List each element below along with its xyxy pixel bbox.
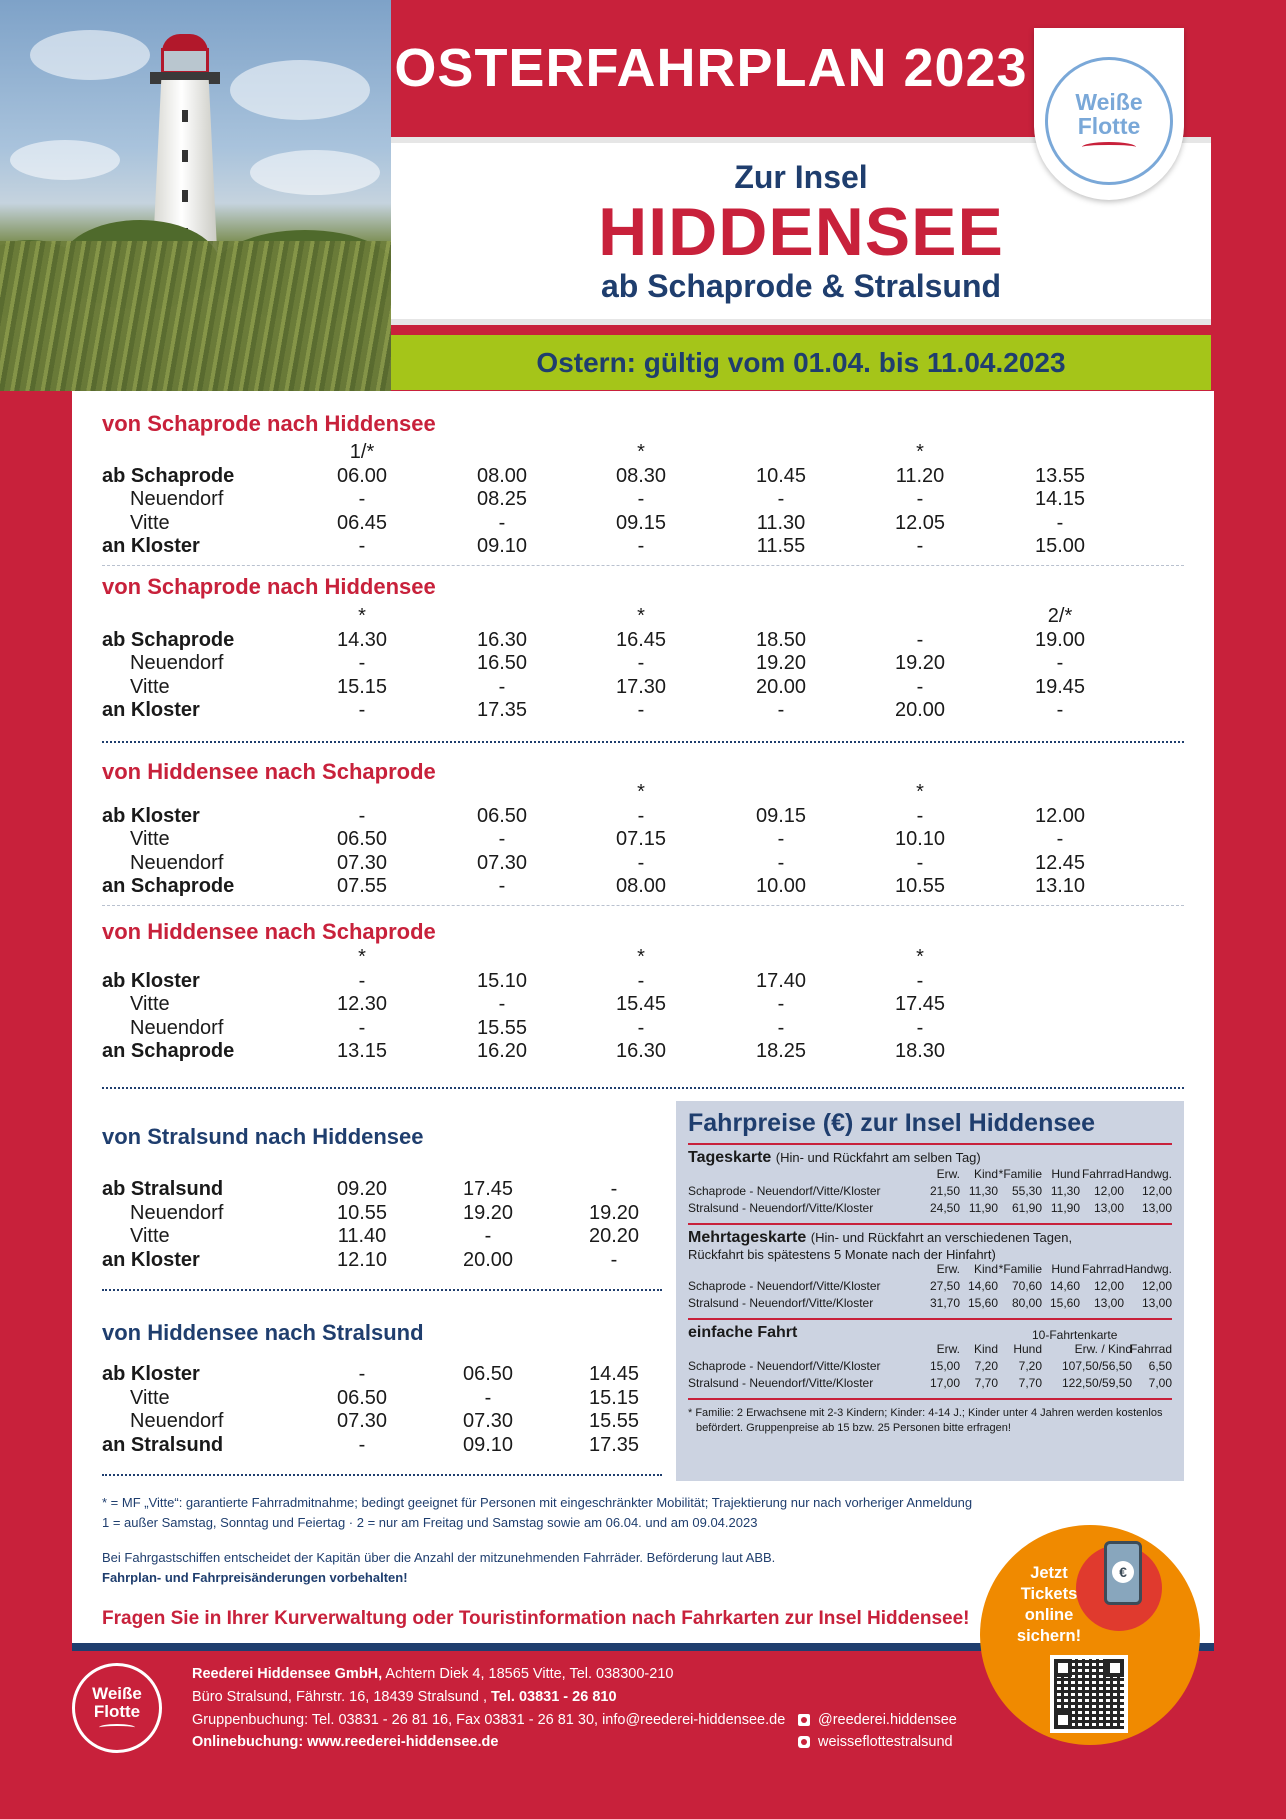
- departure-ports: ab Schaprode & Stralsund: [600, 268, 1002, 304]
- price-column-header: *Familie: [998, 1262, 1042, 1276]
- price-value: 122,50/59,50: [1062, 1376, 1133, 1390]
- divider: [102, 1087, 1184, 1089]
- time-cell: -: [916, 535, 924, 557]
- time-cell: -: [637, 652, 645, 674]
- price-box: [676, 1101, 1184, 1481]
- section-title: von Hiddensee nach Schaprode: [102, 759, 436, 784]
- price-title: Fahrpreise (€) zur Insel Hiddensee: [688, 1109, 1096, 1137]
- price-value: 7,20: [1018, 1359, 1042, 1373]
- departure-mark: *: [637, 946, 645, 968]
- price-value: 80,00: [1011, 1296, 1042, 1310]
- time-cell: 06.50: [476, 804, 528, 827]
- time-cell: 16.30: [615, 1040, 667, 1062]
- price-row: [688, 1376, 1172, 1393]
- time-cell: -: [610, 1248, 618, 1271]
- time-cell: 10.55: [336, 1201, 388, 1224]
- time-cell: 10.10: [894, 828, 946, 850]
- stop-label: Neuendorf: [130, 488, 224, 510]
- time-cell: 17.35: [476, 699, 528, 721]
- time-cell: -: [916, 675, 924, 698]
- time-cell: 16.50: [476, 652, 528, 674]
- lighthouse-photo: [0, 0, 391, 391]
- stop-label: an Schaprode: [102, 1040, 235, 1062]
- time-cell: -: [358, 1433, 366, 1456]
- time-cell: 19.20: [462, 1201, 514, 1224]
- time-cell: -: [916, 488, 924, 510]
- stop-label: Vitte: [130, 511, 170, 534]
- route-label: Stralsund - Neuendorf/Vitte/Kloster: [688, 1296, 874, 1310]
- price-column-header: Hund: [1051, 1262, 1080, 1276]
- time-cell: -: [637, 699, 645, 721]
- divider: [102, 1474, 662, 1476]
- time-cell: 15.00: [1034, 535, 1086, 557]
- time-cell: 19.45: [1034, 675, 1086, 698]
- time-cell: 14.30: [336, 628, 388, 651]
- price-note: * Familie: 2 Erwachsene mit 2-3 Kindern; Kinder: 4-14 J.; Kinder unter 4 Jahren werden kostenlos befördert. Gruppenpreise ab 15 bzw. 25 Personen bitte erfragen!: [688, 1407, 1163, 1434]
- divider: [102, 565, 1184, 566]
- price-value: 14,60: [1049, 1279, 1080, 1293]
- time-cell: 10.55: [894, 875, 946, 897]
- footnote-changes: Fahrplan- und Fahrpreisänderungen vorbehalten!: [102, 1570, 408, 1585]
- stop-label: ab Stralsund: [102, 1178, 224, 1200]
- price-value: 15,60: [967, 1296, 998, 1310]
- route-label: Schaprode - Neuendorf/Vitte/Kloster: [688, 1279, 881, 1293]
- time-cell: 19.00: [1034, 628, 1086, 651]
- time-cell: 11.30: [756, 511, 806, 534]
- time-cell: 12.05: [894, 511, 946, 534]
- footnote-bikes: Bei Fahrgastschiffen entscheidet der Kapitän über die Anzahl der mitzunehmenden Fahrräder. Beförderung laut ABB.: [102, 1550, 776, 1565]
- time-cell: 13.55: [1034, 464, 1086, 487]
- time-cell: 19.20: [588, 1201, 640, 1224]
- price-header: [688, 1167, 1172, 1184]
- time-cell: 20.00: [894, 699, 946, 721]
- time-cell: -: [637, 804, 645, 827]
- subtitle-zur: Zur Insel: [734, 159, 868, 195]
- poster-title: [391, 0, 1031, 135]
- price-column-header: Erw. / Kind: [1074, 1342, 1132, 1356]
- time-cell: 11.40: [337, 1225, 387, 1247]
- price-column-header: *Familie: [998, 1167, 1042, 1181]
- time-cell: 17.45: [894, 993, 946, 1015]
- time-cell: 14.45: [588, 1363, 640, 1385]
- time-cell: 06.50: [336, 1386, 388, 1409]
- time-cell: 11.55: [756, 535, 806, 557]
- stop-label: an Stralsund: [102, 1433, 224, 1456]
- time-cell: -: [1056, 511, 1064, 534]
- departure-mark: *: [916, 781, 924, 803]
- time-cell: 15.15: [588, 1386, 640, 1409]
- price-column-header: Fahrrad: [1129, 1342, 1172, 1356]
- price-value: 13,00: [1141, 1296, 1172, 1310]
- company-address: Reederei Hiddensee GmbH, Achtern Diek 4, 18565 Vitte, Tel. 038300-210: [192, 1666, 674, 1682]
- ten-ride-label: 10-Fahrtenkarte: [1032, 1328, 1118, 1342]
- price-value: 31,70: [929, 1296, 960, 1310]
- stop-label: Vitte: [130, 828, 170, 850]
- time-cell: 07.30: [336, 851, 388, 874]
- route-label: Schaprode - Neuendorf/Vitte/Kloster: [688, 1359, 881, 1373]
- section-title: von Stralsund nach Hiddensee: [102, 1124, 424, 1149]
- stop-label: Vitte: [130, 1386, 170, 1409]
- time-cell: -: [777, 851, 785, 874]
- time-cell: 13.10: [1034, 875, 1086, 897]
- time-cell: 09.15: [615, 511, 667, 534]
- section-title: von Schaprode nach Hiddensee: [102, 411, 436, 436]
- route-label: Stralsund - Neuendorf/Vitte/Kloster: [688, 1201, 874, 1215]
- price-value: 11,30: [968, 1184, 998, 1198]
- departure-mark: *: [637, 781, 645, 803]
- price-column-header: Handwg.: [1124, 1167, 1172, 1181]
- logo-line1: Weiße: [1075, 89, 1143, 115]
- price-value: 14,60: [967, 1279, 998, 1293]
- weisse-flotte-logo: [1045, 57, 1173, 185]
- time-cell: 15.15: [336, 675, 388, 698]
- time-cell: -: [358, 804, 366, 827]
- time-cell: 09.20: [336, 1178, 388, 1200]
- price-column-header: Kind: [973, 1167, 998, 1181]
- price-column-header: Hund: [1051, 1167, 1080, 1181]
- time-cell: 16.20: [476, 1040, 528, 1062]
- price-column-header: Hund: [1013, 1342, 1042, 1356]
- price-value: 27,50: [929, 1279, 960, 1293]
- tageskarte-title: Tageskarte (Hin- und Rückfahrt am selben Tag): [688, 1149, 981, 1166]
- price-value: 7,70: [974, 1376, 998, 1390]
- time-cell: 11.20: [895, 464, 945, 487]
- price-value: 107,50/56,50: [1062, 1359, 1133, 1373]
- route-label: Schaprode - Neuendorf/Vitte/Kloster: [688, 1184, 881, 1198]
- logo-line2: Flotte: [1077, 113, 1141, 139]
- time-cell: -: [637, 488, 645, 510]
- time-cell: -: [498, 875, 506, 897]
- time-cell: 16.30: [476, 628, 528, 651]
- stop-label: ab Kloster: [102, 1363, 200, 1385]
- divider: [102, 905, 1184, 906]
- group-booking: Gruppenbuchung: Tel. 03831 - 26 81 16, Fax 03831 - 26 81 30, info@reederei-hiddensee.de: [192, 1712, 786, 1728]
- price-value: 12,00: [1141, 1184, 1172, 1198]
- time-cell: 20.20: [588, 1225, 640, 1247]
- section-title: von Hiddensee nach Stralsund: [102, 1320, 424, 1345]
- stop-label: Neuendorf: [130, 652, 224, 674]
- time-cell: -: [358, 1016, 366, 1039]
- price-column-header: Handwg.: [1124, 1262, 1172, 1276]
- section-title: von Schaprode nach Hiddensee: [102, 574, 436, 599]
- price-value: 15,00: [929, 1359, 960, 1373]
- instagram-icon: [798, 1736, 810, 1748]
- time-cell: 09.10: [462, 1433, 514, 1456]
- time-cell: -: [777, 699, 785, 721]
- price-value: 21,50: [929, 1184, 960, 1198]
- price-value: 13,00: [1141, 1201, 1172, 1215]
- time-cell: -: [358, 969, 366, 992]
- time-cell: 17.30: [615, 675, 667, 698]
- facebook-icon: [798, 1714, 810, 1726]
- time-cell: 17.45: [462, 1178, 514, 1200]
- time-cell: -: [358, 535, 366, 557]
- stop-label: Vitte: [130, 993, 170, 1015]
- einfach-title: einfache Fahrt 10-Fahrtenkarte: [688, 1324, 1118, 1342]
- time-cell: -: [498, 511, 506, 534]
- validity-text: Ostern: gültig vom 01.04. bis 11.04.2023: [536, 346, 1066, 378]
- time-cell: 07.30: [462, 1410, 514, 1432]
- stop-label: Neuendorf: [130, 1410, 224, 1432]
- stop-label: an Kloster: [102, 1248, 200, 1271]
- time-cell: -: [484, 1386, 492, 1409]
- time-cell: 08.00: [476, 464, 528, 487]
- price-header: [688, 1342, 1172, 1359]
- footnote-numbers: 1 = außer Samstag, Sonntag und Feiertag · 2 = nur am Freitag und Samstag sowie am 06.04. und am 09.04.2023: [102, 1515, 758, 1530]
- mehrtageskarte-title: Mehrtageskarte (Hin- und Rückfahrt an verschiedenen Tagen,: [688, 1229, 1073, 1246]
- validity-bar: [391, 335, 1211, 390]
- departure-mark: *: [358, 605, 366, 627]
- price-value: 15,60: [1049, 1296, 1080, 1310]
- price-row: [688, 1359, 1172, 1376]
- price-column-header: Erw.: [936, 1167, 960, 1181]
- time-cell: 09.15: [755, 804, 807, 827]
- time-cell: -: [777, 1016, 785, 1039]
- departure-mark: *: [637, 441, 645, 463]
- stop-label: ab Schaprode: [102, 628, 235, 651]
- time-cell: 15.10: [476, 969, 528, 992]
- time-cell: 08.25: [476, 488, 528, 510]
- price-value: 24,50: [929, 1201, 960, 1215]
- departure-mark: *: [916, 946, 924, 968]
- price-column-header: Fahrrad: [1081, 1262, 1124, 1276]
- price-value: 13,00: [1093, 1296, 1124, 1310]
- time-cell: 06.50: [336, 828, 388, 850]
- section-title: von Hiddensee nach Schaprode: [102, 919, 436, 944]
- stop-label: Vitte: [130, 675, 170, 698]
- time-cell: 07.15: [615, 828, 667, 850]
- time-cell: -: [358, 488, 366, 510]
- departure-mark: *: [358, 946, 366, 968]
- stop-label: Neuendorf: [130, 851, 224, 874]
- time-cell: 12.10: [336, 1248, 388, 1271]
- price-value: 13,00: [1093, 1201, 1124, 1215]
- stop-label: Neuendorf: [130, 1201, 224, 1224]
- price-value: 11,90: [1050, 1201, 1080, 1215]
- time-cell: -: [916, 628, 924, 651]
- time-cell: 12.30: [336, 993, 388, 1015]
- time-cell: -: [637, 969, 645, 992]
- stop-label: an Schaprode: [102, 875, 235, 897]
- footnote-star: * = MF „Vitte“: garantierte Fahrradmitnahme; bedingt geeignet für Personen mit eingeschränkter Mobilität; Trajektierung nur nach vorheriger Anmeldung: [102, 1495, 973, 1510]
- time-cell: -: [610, 1178, 618, 1200]
- time-cell: 06.45: [336, 511, 388, 534]
- time-cell: -: [498, 993, 506, 1015]
- price-value: 61,90: [1011, 1201, 1042, 1215]
- footer-logo: Weiße Flotte: [72, 1663, 162, 1753]
- time-cell: 15.45: [615, 993, 667, 1015]
- departure-mark: *: [916, 441, 924, 463]
- time-cell: 18.25: [755, 1040, 807, 1062]
- price-value: 70,60: [1011, 1279, 1042, 1293]
- qr-code[interactable]: [1050, 1655, 1128, 1733]
- price-row: [688, 1184, 1172, 1201]
- facebook-link[interactable]: @reederei.hiddensee: [798, 1712, 957, 1728]
- time-cell: -: [1056, 699, 1064, 721]
- price-column-header: Kind: [973, 1262, 998, 1276]
- time-cell: 16.45: [615, 628, 667, 651]
- time-cell: -: [1056, 652, 1064, 674]
- time-cell: -: [916, 804, 924, 827]
- stop-label: ab Schaprode: [102, 464, 235, 487]
- euro-icon: €: [1112, 1561, 1134, 1583]
- time-cell: 19.20: [894, 652, 946, 674]
- time-cell: 09.10: [476, 535, 528, 557]
- price-value: 7,70: [1018, 1376, 1042, 1390]
- time-cell: 08.00: [615, 875, 667, 897]
- instagram-link[interactable]: weisseflottestralsund: [798, 1734, 953, 1750]
- time-cell: -: [358, 652, 366, 674]
- time-cell: 10.00: [755, 875, 807, 897]
- timetable-panel: [72, 391, 1214, 1643]
- time-cell: 18.50: [755, 628, 807, 651]
- time-cell: 20.00: [462, 1248, 514, 1271]
- price-value: 12,00: [1141, 1279, 1172, 1293]
- departure-mark: 1/*: [349, 441, 375, 463]
- price-column-header: Erw.: [936, 1342, 960, 1356]
- route-label: Stralsund - Neuendorf/Vitte/Kloster: [688, 1376, 874, 1390]
- price-row: [688, 1296, 1172, 1313]
- wave-icon: [1082, 142, 1136, 152]
- time-cell: -: [358, 1363, 366, 1385]
- price-header: [688, 1262, 1172, 1279]
- price-value: 17,00: [929, 1376, 960, 1390]
- time-cell: 15.55: [476, 1016, 528, 1039]
- price-row: [688, 1279, 1172, 1296]
- time-cell: 13.15: [336, 1040, 388, 1062]
- price-value: 11,30: [1050, 1184, 1080, 1198]
- time-cell: 07.55: [336, 875, 388, 897]
- time-cell: -: [358, 699, 366, 721]
- time-cell: -: [777, 488, 785, 510]
- price-value: 12,00: [1093, 1279, 1124, 1293]
- mehrtageskarte-note: Rückfahrt bis spätestens 5 Monate nach der Hinfahrt): [688, 1247, 996, 1262]
- price-value: 6,50: [1148, 1359, 1172, 1373]
- time-cell: 15.55: [588, 1410, 640, 1432]
- time-cell: -: [637, 1016, 645, 1039]
- time-cell: 07.30: [476, 851, 528, 874]
- stop-label: ab Kloster: [102, 969, 200, 992]
- price-value: 7,00: [1148, 1376, 1172, 1390]
- time-cell: -: [637, 851, 645, 874]
- price-value: 55,30: [1011, 1184, 1042, 1198]
- time-cell: 17.40: [755, 969, 807, 992]
- price-column-header: Kind: [973, 1342, 998, 1356]
- island-name: HIDDENSEE: [598, 194, 1004, 270]
- price-value: 11,90: [968, 1201, 998, 1215]
- stop-label: an Kloster: [102, 535, 200, 557]
- departure-mark: 2/*: [1047, 605, 1073, 627]
- badge-text: Jetzt Tickets online sichern!: [1016, 1564, 1082, 1645]
- time-cell: -: [916, 1016, 924, 1039]
- price-value: 12,00: [1093, 1184, 1124, 1198]
- online-booking[interactable]: Onlinebuchung: www.reederei-hiddensee.de: [192, 1734, 499, 1750]
- price-column-header: Erw.: [936, 1262, 960, 1276]
- price-row: [688, 1201, 1172, 1218]
- time-cell: 10.45: [755, 464, 807, 487]
- ticket-question: Fragen Sie in Ihrer Kurverwaltung oder Touristinformation nach Fahrkarten zur Insel Hiddensee!: [102, 1608, 970, 1629]
- time-cell: 17.35: [588, 1433, 640, 1456]
- time-cell: -: [498, 675, 506, 698]
- stop-label: Vitte: [130, 1225, 170, 1247]
- time-cell: 18.30: [894, 1040, 946, 1062]
- time-cell: -: [777, 993, 785, 1015]
- poster-title-text: OSTERFAHRPLAN 2023: [394, 37, 1028, 98]
- divider: [102, 741, 1184, 743]
- time-cell: -: [916, 851, 924, 874]
- time-cell: 20.00: [755, 675, 807, 698]
- time-cell: -: [484, 1225, 492, 1247]
- office-address: Büro Stralsund, Fährstr. 16, 18439 Stralsund , Tel. 03831 - 26 810: [192, 1689, 617, 1705]
- time-cell: 06.50: [462, 1363, 514, 1385]
- time-cell: -: [1056, 828, 1064, 850]
- wave-icon: [99, 1724, 135, 1731]
- time-cell: -: [916, 969, 924, 992]
- time-cell: 07.30: [336, 1410, 388, 1432]
- time-cell: 12.00: [1034, 804, 1086, 827]
- price-value: 7,20: [974, 1359, 998, 1373]
- time-cell: -: [498, 828, 506, 850]
- stop-label: an Kloster: [102, 699, 200, 721]
- time-cell: -: [637, 535, 645, 557]
- time-cell: 08.30: [615, 464, 667, 487]
- departure-mark: *: [637, 605, 645, 627]
- price-column-header: Fahrrad: [1081, 1167, 1124, 1181]
- time-cell: 14.15: [1034, 488, 1086, 510]
- stop-label: ab Kloster: [102, 804, 200, 827]
- time-cell: 19.20: [755, 652, 807, 674]
- time-cell: 06.00: [336, 464, 388, 487]
- stop-label: Neuendorf: [130, 1016, 224, 1039]
- time-cell: 12.45: [1034, 851, 1086, 874]
- divider: [102, 1289, 662, 1291]
- time-cell: -: [777, 828, 785, 850]
